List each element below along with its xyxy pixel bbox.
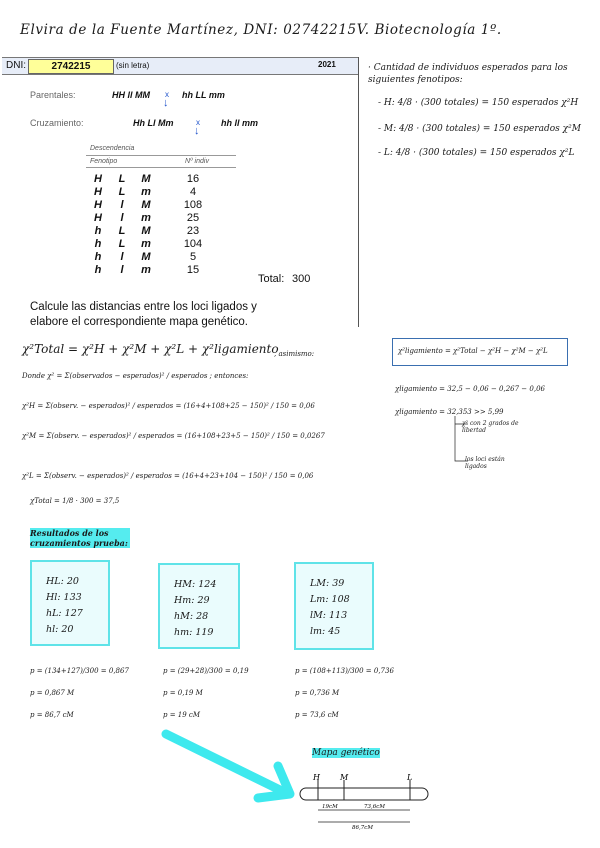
count-cell: 16: [186, 172, 200, 185]
result-value: hL: 127: [46, 608, 83, 619]
calc-hm: [163, 660, 249, 726]
cyan-arrow-icon: [160, 728, 300, 808]
result-box-lm: [294, 562, 374, 650]
genotype-cell: m: [141, 185, 151, 198]
result-value: Lm: 108: [310, 594, 350, 605]
table-header-rule: [86, 167, 236, 168]
table-row: [86, 263, 228, 276]
locus-h: H: [313, 773, 320, 782]
count-cell: 108: [183, 198, 203, 211]
count-cell: 104: [183, 237, 203, 250]
result-value: hm: 119: [174, 627, 214, 638]
dist-h-l: 86,7cM: [352, 825, 373, 831]
question-text: Calcule las distancias entre los loci ligados y elabore el correspondiente mapa genético.: [30, 301, 257, 328]
result-value: hM: 28: [174, 611, 209, 622]
result-value: HM: 124: [174, 579, 217, 590]
expected-line-h: - H: 4/8 · (300 totales) = 150 esperados χ²H: [378, 98, 579, 108]
chi-l-line: χ²L = Σ(observ. − esperados)² / esperados = (16+4+23+104 − 150)² / 150 = 0,06: [22, 472, 314, 480]
student-header: Elvira de la Fuente Martínez, DNI: 02742215V. Biotecnología 1º.: [20, 22, 502, 38]
cross-symbol: x: [165, 90, 169, 99]
calc-line: p = 86,7 cM: [30, 711, 74, 719]
chi-h-line: χ²H = Σ(observ. − esperados)² / esperados = (16+4+108+25 − 150)² / 150 = 0,06: [22, 402, 315, 410]
chi-total-line: χTotal = 1/8 · 300 = 37,5: [30, 497, 120, 505]
chi-m-line: χ²M = Σ(observ. − esperados)² / esperados = (16+108+23+5 − 150)² / 150 = 0,0267: [22, 432, 325, 440]
cross-symbol: x: [196, 118, 200, 127]
calc-line: p = (108+113)/300 = 0,736: [295, 667, 394, 675]
table-row: [86, 211, 228, 224]
count-cell: 5: [189, 250, 197, 263]
genotype-cell: H: [94, 198, 102, 211]
results-title: Resultados de los cruzamientos prueba:: [30, 528, 130, 548]
calc-line: p = (29+28)/300 = 0,19: [163, 667, 249, 675]
genotype-cell: l: [120, 263, 124, 276]
dist-h-m: 19cM: [322, 804, 338, 810]
genotype-cell: M: [141, 172, 151, 185]
table-row: [86, 198, 228, 211]
expected-line-l: - L: 4/8 · (300 totales) = 150 esperados χ²L: [378, 148, 575, 158]
genotype-cell: m: [141, 263, 151, 276]
genotype-cell: m: [141, 237, 151, 250]
count-cell: 4: [189, 185, 197, 198]
genotype-cell: H: [94, 185, 102, 198]
genotype-cell: h: [94, 224, 102, 237]
result-value: Hm: 29: [174, 595, 210, 606]
asimismo-text: , asimismo:: [274, 350, 315, 358]
genotype-cell: L: [118, 172, 126, 185]
expected-line-m: - M: 4/8 · (300 totales) = 150 esperados χ²M: [378, 124, 581, 134]
calc-line: p = 73,6 cM: [295, 711, 339, 719]
total-value: 300: [292, 273, 311, 285]
parentales-label: Parentales:: [30, 90, 76, 100]
dist-m-l: 73,6cM: [364, 804, 385, 810]
genotype-cell: h: [94, 237, 102, 250]
calc-line: p = 19 cM: [163, 711, 201, 719]
sin-letra-label: (sin letra): [116, 61, 150, 70]
genotype-cell: l: [120, 250, 124, 263]
genotype-cell: L: [118, 185, 126, 198]
table-row: [86, 237, 228, 250]
dni-label: DNI:: [6, 60, 26, 71]
table-row: [86, 224, 228, 237]
map-title: Mapa genético: [312, 748, 380, 758]
calc-line: p = 0,867 M: [30, 689, 75, 697]
result-value: Hl: 133: [46, 592, 82, 603]
cruzamiento-label: Cruzamiento:: [30, 118, 84, 128]
arrow-down-icon: ↓: [163, 97, 169, 109]
genotype-cell: H: [94, 172, 102, 185]
note-grados: χ² con 2 grados de libertad: [462, 420, 519, 434]
chi-total-formula: χ²Total = χ²H + χ²M + χ²L + χ²ligamiento: [22, 342, 279, 356]
boxed-formula: χ²ligamiento = χ²Total − χ²H − χ²M − χ²L: [398, 347, 548, 355]
table-row: [86, 250, 228, 263]
parentales-p2: hh LL mm: [182, 90, 225, 100]
result-value: lm: 45: [310, 626, 341, 637]
result-value: lM: 113: [310, 610, 348, 621]
arrow-down-icon: ↓: [194, 125, 200, 137]
donde-line: Donde χ² = Σ(observados − esperados)² / esperados ; entonces:: [22, 372, 249, 380]
table-row: [86, 185, 228, 198]
calc-line: p = (134+127)/300 = 0,867: [30, 667, 129, 675]
cruzamiento-p1: Hh Ll Mm: [133, 118, 174, 128]
genotype-cell: h: [94, 250, 102, 263]
genotype-cell: L: [118, 224, 126, 237]
table-row: [86, 172, 228, 185]
count-cell: 23: [186, 224, 200, 237]
result-value: HL: 20: [46, 576, 79, 587]
total-label: Total:: [258, 273, 285, 285]
parentales-p1: HH ll MM: [112, 90, 150, 100]
locus-l: L: [407, 773, 413, 782]
count-cell: 15: [186, 263, 200, 276]
result-value: hl: 20: [46, 624, 74, 635]
genotype-cell: l: [120, 198, 124, 211]
col-n-indiv: Nº indiv: [185, 158, 209, 165]
calc-hl: [30, 660, 129, 726]
col-fenotipo: Fenotipo: [90, 158, 118, 165]
chi-lig2-line: χligamiento = 32,353 >> 5,99: [395, 408, 504, 416]
genetic-map: [296, 772, 436, 832]
genotype-cell: M: [141, 250, 151, 263]
genotype-cell: l: [120, 211, 124, 224]
table-header-rule: [86, 155, 236, 156]
genotype-cell: H: [94, 211, 102, 224]
note-ligados: los loci están ligados: [465, 456, 505, 470]
cruzamiento-p2: hh ll mm: [221, 118, 259, 128]
locus-m: M: [340, 773, 349, 782]
dni-bar: [2, 57, 358, 75]
calc-line: p = 0,736 M: [295, 689, 340, 697]
result-box-hm: [158, 563, 240, 649]
genotype-cell: M: [141, 198, 151, 211]
calc-line: p = 0,19 M: [163, 689, 203, 697]
result-box-hl: [30, 560, 110, 646]
year-label: 2021: [318, 60, 336, 69]
count-cell: 25: [186, 211, 200, 224]
expected-title: · Cantidad de individuos esperados para los siguientes fenotipos:: [368, 63, 568, 85]
calc-lm: [295, 660, 394, 726]
genotype-cell: h: [94, 263, 102, 276]
dni-value: 2742215: [28, 59, 114, 74]
result-value: LM: 39: [310, 578, 345, 589]
genotype-cell: m: [141, 211, 151, 224]
genotype-cell: M: [141, 224, 151, 237]
chi-lig-line: χligamiento = 32,5 − 0,06 − 0,267 − 0,06: [395, 385, 545, 393]
descendencia-table: [86, 172, 228, 276]
descendencia-label: Descendencia: [90, 145, 135, 152]
genotype-cell: L: [118, 237, 126, 250]
